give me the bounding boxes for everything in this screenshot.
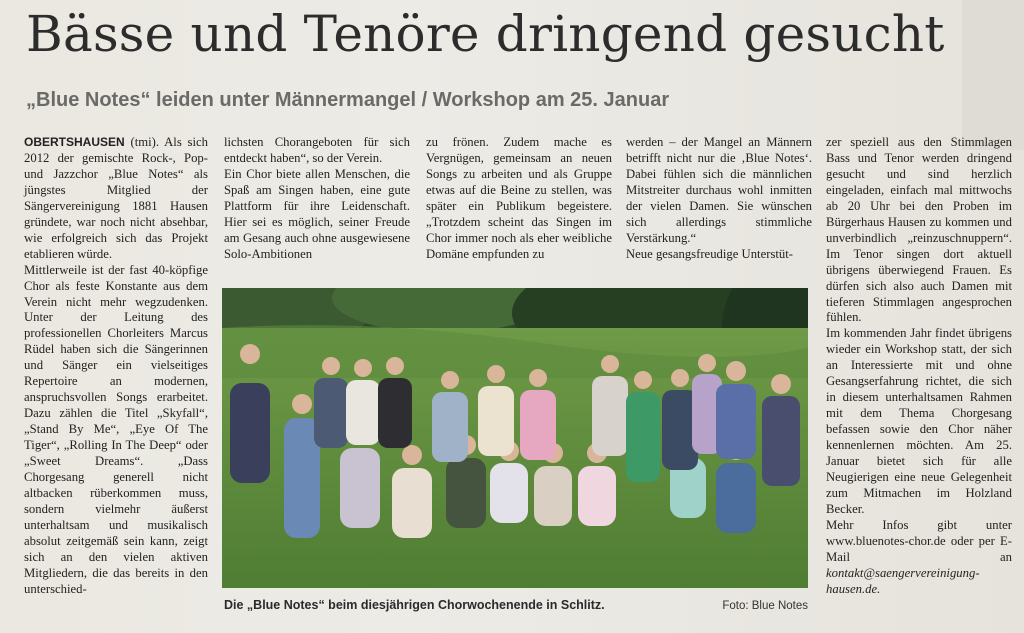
paragraph [826, 518, 1012, 598]
photo-caption: Die „Blue Notes“ beim diesjährigen Chorwochenende in Schlitz. [224, 598, 605, 612]
dateline: OBERTSHAUSEN [24, 135, 125, 149]
paragraph: Ein Chor biete allen Menschen, die Spaß am Singen haben, eine gute Plattform für ihre Leidenschaft. Hier sei es möglich, seiner Freude am Gesang auch ohne ausgewiesene Solo-Ambitionen [224, 166, 410, 261]
paragraph: zu frönen. Zudem mache es Vergnügen, gemeinsam an neuen Songs zu arbeiten und als Gruppe etwas auf die Beine zu stellen, was später ein Publikum begeistere. „Trotzdem scheint das Singen im Chor immer noch als eher weibliche Domäne empfunden zu [426, 135, 612, 261]
photo-illustration [222, 288, 808, 588]
email-address: kontakt@saengervereinigung-hausen.de. [826, 565, 980, 596]
column-5 [826, 135, 1012, 598]
paragraph-text: (tmi). Als sich 2012 der gemischte Rock-, Pop- und Jazzchor „Blue Notes“ als jüngstes Mitglied der Sängervereinigung 1881 Hausen gründete, war noch nicht absehbar, wie erfolgreich sich das Projekt etablieren würde. [24, 135, 208, 261]
choir-group-photo [222, 288, 808, 588]
column-2 [224, 135, 410, 263]
paragraph: werden – der Mangel an Männern betrifft nicht nur die ‚Blue Notes‘. Dabei fühlen sich die männlichen Mitstreiter durchaus wohl inmitten der vielen Damen. Sie wünschen sich allerdings stimmliche Verstärkung.“ [626, 135, 812, 245]
paragraph: Mittlerweile ist der fast 40-köpfige Chor als feste Konstante aus dem Verein nicht mehr wegzudenken. Unter der Leitung des professionellen Chorleiters Marcus Rüdel haben sich die Sängerinnen und Sänger ein vielseitiges Repertoire an modernen, anspruchsvollen Songs erarbeitet. Dazu zählen die Titel „Skyfall“, „Stand By Me“, „Eye Of The Tiger“, „Rolling In The Deep“ oder „Sweet Dreams“. „Dass Chorgesang generell nicht altbacken rüberkommen muss, sondern vielmehr äußerst unterhaltsam und musikalisch absolut zeitgemäß sein kann, zeigt sich an den vielen aktiven Mitgliedern, die das bereits in den unterschied- [24, 262, 208, 596]
headline: Bässe und Tenöre dringend gesucht [26, 5, 945, 63]
column-3 [426, 135, 612, 263]
paragraph: lichsten Chorangeboten für sich entdeckt haben“, so der Verein. [224, 135, 410, 165]
column-4 [626, 135, 812, 263]
subheadline: „Blue Notes“ leiden unter Männermangel / Workshop am 25. Januar [26, 89, 670, 111]
paragraph-text: Mehr Infos gibt unter www.bluenotes-chor.de oder per E-Mail an [826, 517, 1012, 564]
adjacent-page-edge [962, 0, 1024, 150]
paragraph: Neue gesangsfreudige Unterstüt- [626, 246, 793, 261]
paragraph: zer speziell aus den Stimmlagen Bass und Tenor werden dringend gesucht und sind herzlich eingeladen, einfach mal mittwochs ab 20 Uhr bei den Proben im Bürgerhaus Hausen zu kommen und unverbindlich „reinzuschnuppern“. Im Tenor singen dort aktuell übrigens überwiegend Frauen. Es dürfen sich also auch Damen mit tieferen Stimmlagen angesprochen fühlen. [826, 135, 1012, 325]
photo-credit: Foto: Blue Notes [722, 600, 808, 612]
paragraph [24, 135, 208, 263]
column-1 [24, 135, 208, 598]
paragraph: Im kommenden Jahr findet übrigens wieder ein Workshop statt, der sich an Interessierte mit und ohne Gesangserfahrung richtet, die sich in diesem unterhaltsamen Rahmen mit dem Thema Chorgesang befassen sowie den Chor näher kennenlernen möchten. Am 25. Januar bietet sich für alle Neugierigen eine neue Gelegenheit zum Mitmachen im Holzland Becker. [826, 326, 1012, 516]
